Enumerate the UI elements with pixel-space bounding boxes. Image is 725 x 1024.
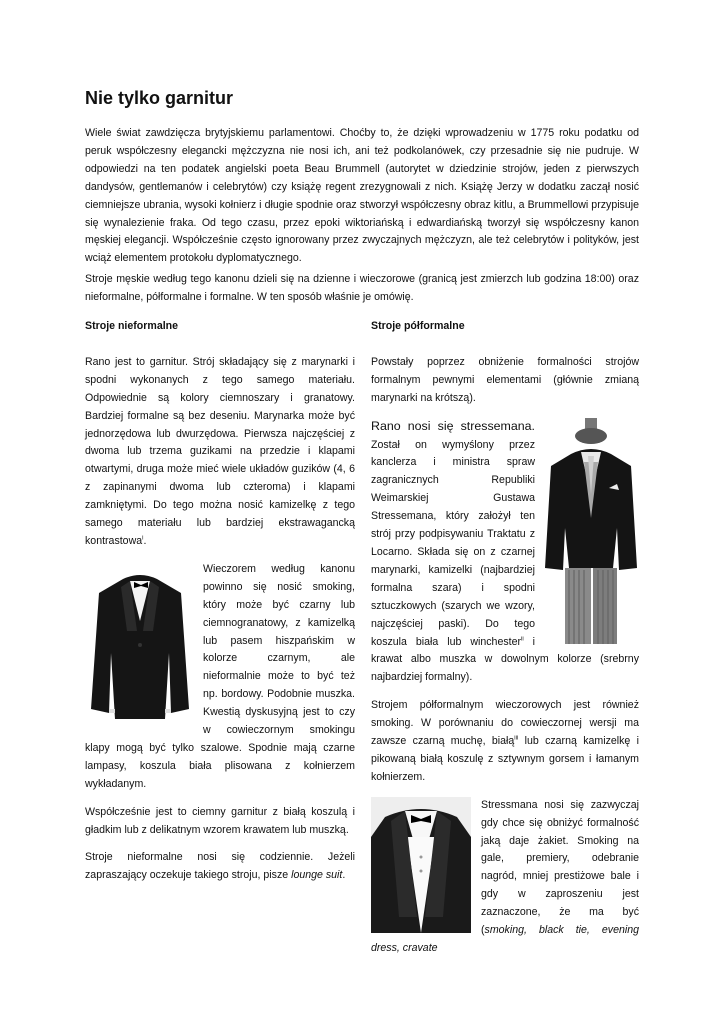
footnote-ref[interactable]: ii bbox=[521, 635, 524, 642]
informal-morning-paragraph: Rano jest to garnitur. Strój składający się z marynarki i spodni wykonanych z tego samego materiału. Odpowiednie są kolory ciemnoszary i granatowy. Bardziej formalne są bez deseniu. Marynarka może być jednorzędowa lub dwurzędowa. Pierwsza najczęściej z dwoma lub trzema guzikami na przedzie i klapami otwartymi, druga może mieć wiele układów guzików (4, 6 z zapinanymi dwoma lub czteroma) i klapami zamkniętymi. Do tego można nosić kamizelkę z tego samego materiału lub bardziej ekstrawagancką kontrastowa$^i$. bbox=[85, 355, 355, 547]
intro-paragraph: Wiele świat zawdzięcza brytyjskiemu parlamentowi. Choćby to, że dzięki wprowadzeniu w 1775 roku podatku od peruk współczesny elegancki mężczyzna nie nosi ich, ani też podkolanówek, czy przesadnie się nie pudruje. W odpowiedzi na ten podatek angielski poeta Beau Brummell (autorytet w dziedzinie strojów, jeden z pierwszych dandysów, gentlemanów i celebrytów) czy książę regent zrezygnowali z nich. Książę Jerzy w dodatku zaczął nosić ciemniejsze ubrania, wysoki kołnierz i długie spodnie oraz stworzył współczesny obraz kitlu, a Brummellowi przypisuje się wynalezienie fraka. Od tego czasu, przez epoki wiktoriańską i edwardiańską tworzył się współczesny kanon męskiej elegancji. Współcześnie często ignorowany przez zwyczajnych mężczyzn, ale też celebrytów i polityków, jest wciąż elementem protokołu dyplomatycznego. bbox=[85, 127, 639, 265]
footnote-ref[interactable]: iii bbox=[514, 735, 519, 742]
occasions-paragraph: Stressmana nosi się zazwyczaj gdy chce się obniżyć formalność jaką daje żakiet. Smoking na gale, premiery, odebranie nagród, mniej prestiżowe bale i gdy w zaproszeniu jest zaznaczone, że ma być (smoking, black tie, evening dress, cravate bbox=[371, 798, 639, 954]
informal-dresscode-paragraph: Stroje nieformalne nosi się codziennie. Jeżeli zapraszający oczekuje takiego stroju, pisze lounge suit. bbox=[85, 851, 355, 882]
semiformal-intro-paragraph: Powstały poprzez obniżenie formalności strojów formalnym pewnymi elementami (głównie zmianą marynarki na krótszą). bbox=[371, 355, 639, 404]
left-column bbox=[85, 318, 355, 895]
second-paragraph: Stroje męskie według tego kanonu dzieli się na dzienne i wieczorowe (granicą jest zmierzch lub godzina 18:00) oraz nieformalne, półformalne i formalne. W ten sposób właśnie je omówię. bbox=[85, 273, 639, 303]
page-title: Nie tylko garnitur bbox=[85, 88, 234, 108]
stresseman-paragraph: Rano nosi się stressemana. Został on wymyślony przez kanclerza i ministra spraw zagranicznych Republiki Weimarskiej Gustawa Stressemana, który założył ten strój przy podpisywaniu Traktatu z Locarno. Składa się on z czarnej marynarki, kamizelki (najbardziej formalna szara) i spodni sztuczkowych (szarych we wzory, najczęściej paski). Do tego koszula biała lub winchester$^{ii}$ i krawat albo muszka w dowolnym kolorze (srebrny najbardziej formalny). bbox=[371, 418, 639, 684]
heading-informal: Stroje nieformalne bbox=[85, 320, 179, 332]
tuxedo-photo bbox=[85, 561, 195, 726]
informal-modern-paragraph: Współcześnie jest to ciemny garnitur z białą koszulą i gładkim lub z delikatnym wzorem krawatem lub muszką. bbox=[85, 805, 355, 836]
right-column bbox=[371, 318, 639, 968]
dinner-jacket-photo bbox=[371, 797, 471, 933]
semiformal-evening-paragraph: Strojem półformalnym wieczorowych jest również smoking. W porównaniu do cowieczornej wersji ma zawsze czarną muchę, białą$^{iii}$ lub czarną kamizelkę i pikowaną białą koszulę z sztywnym gorsem i łamanym kołnierzem. bbox=[371, 699, 639, 783]
footnote-ref[interactable]: i bbox=[142, 535, 144, 542]
informal-evening-paragraph: Wieczorem według kanonu powinno się nosić smoking, który może być czarny lub ciemnogranatowy, z kamizelką lub pasem hiszpańskim w kolorze czarnym, ale nieformalnie może to być też np. bordowy. Podobnie muszka. Kwestią dyskusyjną jest to czy w cowieczornym smokingu klapy mogą być tylko szalowe. Spodnie mają czarne lampasy, koszula biała plisowana z kołnierzem wykładanym. bbox=[85, 562, 355, 790]
stresseman-photo bbox=[543, 418, 639, 644]
heading-semiformal: Stroje półformalne bbox=[371, 320, 465, 332]
